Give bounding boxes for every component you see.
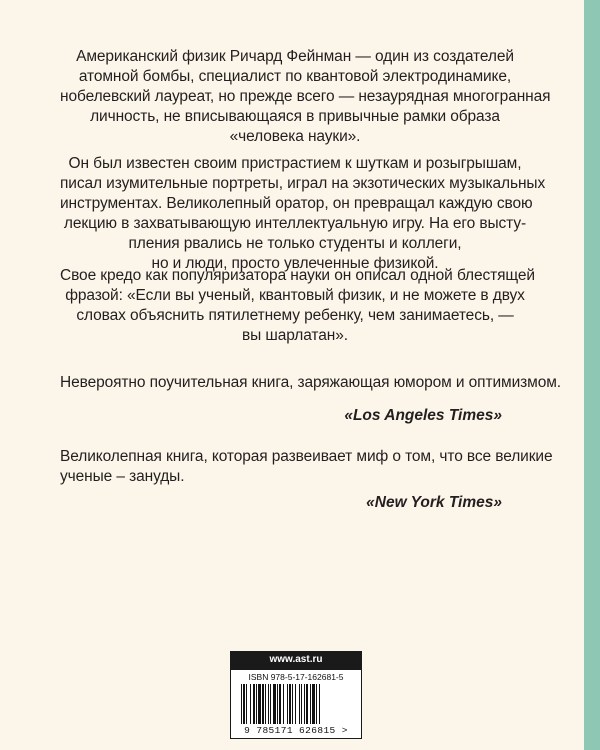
barcode-bar bbox=[316, 684, 317, 724]
barcode-bar bbox=[273, 684, 276, 724]
description-paragraph-1 bbox=[60, 47, 551, 147]
barcode-bar bbox=[279, 684, 281, 724]
barcode-block bbox=[230, 669, 362, 739]
barcode-icon bbox=[241, 684, 351, 724]
text-line: Американский физик Ричард Фейнман — один из создателей bbox=[76, 48, 514, 65]
barcode-bar bbox=[265, 684, 266, 724]
barcode-bar bbox=[319, 684, 320, 724]
review-quote-2 bbox=[60, 447, 553, 487]
barcode-bar bbox=[246, 684, 247, 724]
barcode-bar bbox=[241, 684, 242, 724]
barcode-bar bbox=[310, 684, 311, 724]
publisher-website: www.ast.ru bbox=[230, 651, 362, 669]
barcode-digits: 9 785171 626815 > bbox=[244, 725, 348, 736]
text-line: но и люди, просто увлеченные физикой. bbox=[151, 255, 439, 272]
barcode-bar bbox=[301, 684, 302, 724]
description-paragraph-2 bbox=[60, 154, 546, 274]
text-line: лекцию в захватывающую интеллектуальную игру. На его высту- bbox=[63, 215, 527, 232]
review-source-2: «New York Times» bbox=[366, 494, 502, 511]
barcode-bar bbox=[299, 684, 300, 724]
barcode-bar bbox=[312, 684, 315, 724]
review-quote-1 bbox=[60, 373, 561, 393]
barcode-bar bbox=[277, 684, 278, 724]
review-source-1: «Los Angeles Times» bbox=[344, 407, 502, 424]
spine-stripe bbox=[584, 0, 600, 750]
barcode-bar bbox=[304, 684, 305, 724]
text-line: Великолепная книга, которая развеивает миф о том, что все великие bbox=[60, 448, 553, 465]
barcode-bar bbox=[295, 684, 296, 724]
barcode-bar bbox=[243, 684, 245, 724]
barcode-bar bbox=[256, 684, 257, 724]
text-line: ученые – зануды. bbox=[60, 468, 185, 485]
text-line: писал изумительные портреты, играл на экзотических музыкальных bbox=[60, 175, 546, 192]
text-line: инструментах. Великолепный оратор, он превращал каждую свою bbox=[60, 195, 533, 212]
text-line: атомной бомбы, специалист по квантовой электродинамике, bbox=[78, 68, 512, 85]
isbn-label: ISBN 978-5-17-162681-5 bbox=[248, 672, 344, 682]
barcode-bar bbox=[289, 684, 291, 724]
text-line: Свое кредо как популяризатора науки он описал одной блестящей bbox=[60, 267, 535, 284]
text-line: фразой: «Если вы ученый, квантовый физик, и не можете в двух bbox=[65, 287, 525, 304]
text-line: «человека науки». bbox=[229, 128, 361, 145]
barcode-bar bbox=[253, 684, 255, 724]
text-line: Он был известен своим пристрастием к шуткам и розыгрышам, bbox=[68, 155, 522, 172]
text-line: Невероятно поучительная книга, заряжающая юмором и оптимизмом. bbox=[60, 374, 561, 391]
text-line: вы шарлатан». bbox=[242, 327, 348, 344]
text-line: словах объяснить пятилетнему ребенку, чем занимаетесь, — bbox=[76, 307, 514, 324]
text-line: личность, не вписывающаяся в привычные рамки образа bbox=[90, 108, 500, 125]
description-paragraph-3 bbox=[60, 266, 535, 346]
barcode-bar bbox=[283, 684, 284, 724]
barcode-bar bbox=[262, 684, 264, 724]
barcode-bar bbox=[306, 684, 308, 724]
barcode-bar bbox=[250, 684, 251, 724]
barcode-bar bbox=[258, 684, 261, 724]
barcode-bar bbox=[292, 684, 293, 724]
text-line: пления рвались не только студенты и коллеги, bbox=[128, 235, 462, 252]
barcode-bar bbox=[270, 684, 271, 724]
barcode-bar bbox=[287, 684, 288, 724]
text-line: нобелевский лауреат, но прежде всего — незаурядная многогранная bbox=[60, 88, 551, 105]
barcode-bar bbox=[268, 684, 269, 724]
